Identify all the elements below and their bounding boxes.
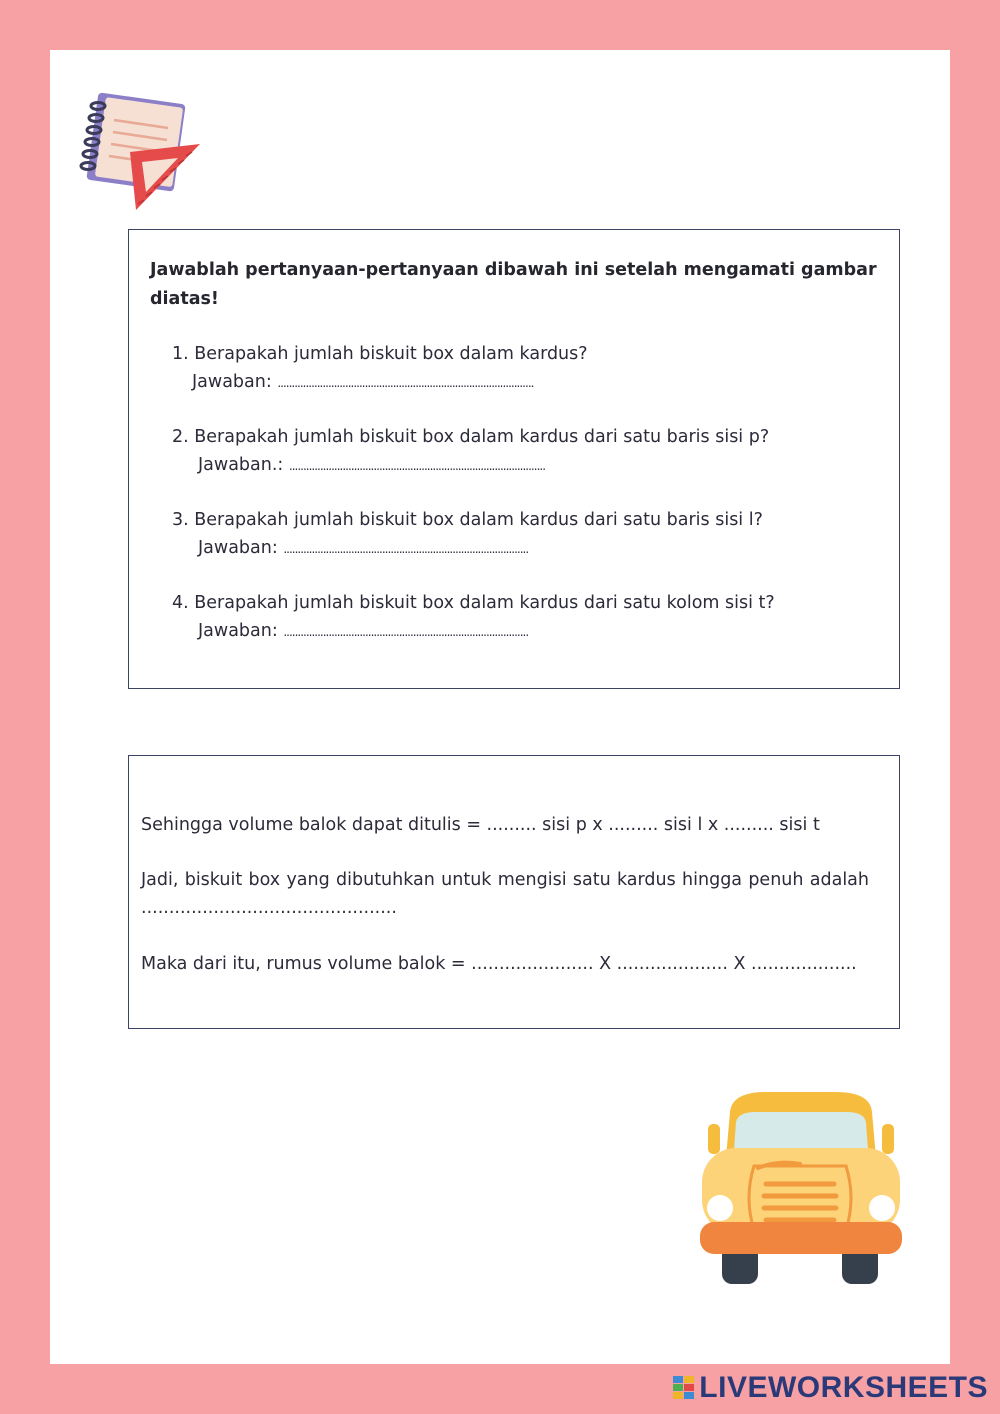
answer-line: [172, 451, 769, 480]
answer-label: Jawaban.:: [198, 455, 284, 475]
answer-blank[interactable]: .......................................................................................: [283, 625, 529, 639]
question-text: 1. Berapakah jumlah biskuit box dalam kardus?: [172, 344, 588, 364]
question-4: [172, 589, 775, 646]
question-2: [172, 423, 769, 480]
volume-formula-line[interactable]: Sehingga volume balok dapat ditulis = ......... sisi p x ......... sisi l x ......... sisi t: [141, 815, 820, 835]
instruction-text: Jawablah pertanyaan-pertanyaan dibawah ini setelah mengamati gambar diatas!: [150, 260, 877, 309]
answer-line: [172, 617, 775, 646]
question-3: [172, 506, 763, 563]
answer-line: [172, 368, 588, 397]
liveworksheets-logo: [673, 1371, 988, 1405]
conclusion-box: [128, 755, 900, 1029]
brand-name: LIVEWORKSHEETS: [699, 1371, 988, 1404]
question-1: [172, 340, 588, 397]
answer-label: Jawaban:: [192, 372, 272, 392]
total-boxes-line[interactable]: Jadi, biskuit box yang dibutuhkan untuk mengisi satu kardus hingga penuh adalah ..............................................: [141, 870, 869, 918]
question-text: 3. Berapakah jumlah biskuit box dalam kardus dari satu baris sisi l?: [172, 510, 763, 530]
liveworksheets-logo-icon: [673, 1376, 695, 1400]
bus-illustration: [696, 1088, 906, 1288]
answer-blank[interactable]: .......................................................................................: [283, 542, 529, 556]
question-text: 4. Berapakah jumlah biskuit box dalam kardus dari satu kolom sisi t?: [172, 593, 775, 613]
notebook-ruler-illustration: [78, 92, 206, 216]
answer-blank[interactable]: ...........................................................................................: [277, 376, 534, 390]
question-text: 2. Berapakah jumlah biskuit box dalam kardus dari satu baris sisi p?: [172, 427, 770, 447]
answer-label: Jawaban:: [198, 538, 278, 558]
answer-line: [172, 534, 763, 563]
answer-blank[interactable]: ...........................................................................................: [288, 459, 546, 473]
answer-label: Jawaban:: [198, 621, 278, 641]
volume-rule-line[interactable]: Maka dari itu, rumus volume balok = ...................... X .................... X ...................: [141, 954, 857, 974]
questions-box: [128, 229, 900, 689]
